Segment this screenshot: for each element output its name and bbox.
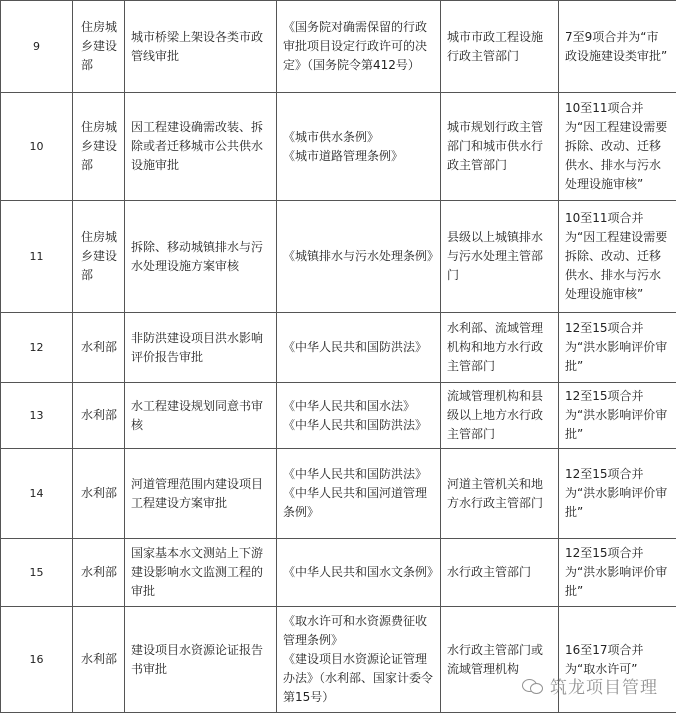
note-cell: 16至17项合并为“取水许可”: [559, 607, 676, 713]
table-row: [1, 449, 676, 539]
legal-basis-cell: [277, 449, 441, 539]
row-number: 16: [1, 607, 73, 713]
legal-basis-entry: 《中华人民共和国水法》: [283, 397, 434, 416]
authority-cell: 河道主管机关和地方水行政主管部门: [441, 449, 559, 539]
department-cell: 水利部: [73, 539, 125, 607]
authority-cell: 县级以上城镇排水与污水处理主管部门: [441, 201, 559, 313]
note-cell: 12至15项合并为“洪水影响评价审批”: [559, 383, 676, 449]
authority-cell: 水行政主管部门或流域管理机构: [441, 607, 559, 713]
department-cell: 水利部: [73, 313, 125, 383]
row-number: 12: [1, 313, 73, 383]
authority-cell: 城市市政工程设施行政主管部门: [441, 1, 559, 93]
note-cell: 12至15项合并为“洪水影响评价审批”: [559, 313, 676, 383]
legal-basis-entry: 《中华人民共和国防洪法》: [283, 416, 434, 435]
row-number: 14: [1, 449, 73, 539]
table-row: [1, 383, 676, 449]
approval-item-cell: 拆除、移动城镇排水与污水处理设施方案审核: [125, 201, 277, 313]
row-number: 9: [1, 1, 73, 93]
legal-basis-cell: [277, 201, 441, 313]
row-number: 13: [1, 383, 73, 449]
row-number: 11: [1, 201, 73, 313]
legal-basis-cell: [277, 607, 441, 713]
legal-basis-entry: 《中华人民共和国水文条例》: [283, 563, 434, 582]
department-cell: 水利部: [73, 383, 125, 449]
note-cell: 10至11项合并为“因工程建设需要拆除、改动、迁移供水、排水与污水处理设施审核”: [559, 93, 676, 201]
legal-basis-cell: [277, 383, 441, 449]
legal-basis-entry: 《城镇排水与污水处理条例》: [283, 247, 434, 266]
department-cell: 住房城乡建设部: [73, 93, 125, 201]
legal-basis-entry: 《中华人民共和国防洪法》: [283, 338, 434, 357]
table-row: [1, 93, 676, 201]
note-cell: 10至11项合并为“因工程建设需要拆除、改动、迁移供水、排水与污水处理设施审核”: [559, 201, 676, 313]
note-cell: 12至15项合并为“洪水影响评价审批”: [559, 449, 676, 539]
row-number: 15: [1, 539, 73, 607]
table-row: [1, 607, 676, 713]
legal-basis-entry: 《国务院对确需保留的行政审批项目设定行政许可的决定》（国务院令第412号）: [283, 18, 434, 75]
row-number: 10: [1, 93, 73, 201]
approval-item-cell: 非防洪建设项目洪水影响评价报告审批: [125, 313, 277, 383]
legal-basis-entry: 《建设项目水资源论证管理办法》（水利部、国家计委令第15号）: [283, 650, 434, 707]
legal-basis-cell: [277, 1, 441, 93]
table-row: [1, 1, 676, 93]
department-cell: 住房城乡建设部: [73, 1, 125, 93]
note-cell: 7至9项合并为“市政设施建设类审批”: [559, 1, 676, 93]
department-cell: 水利部: [73, 607, 125, 713]
authority-cell: 城市规划行政主管部门和城市供水行政主管部门: [441, 93, 559, 201]
department-cell: 住房城乡建设部: [73, 201, 125, 313]
table-row: [1, 313, 676, 383]
authority-cell: 水利部、流域管理机构和地方水行政主管部门: [441, 313, 559, 383]
approval-item-cell: 河道管理范围内建设项目工程建设方案审批: [125, 449, 277, 539]
approval-item-cell: 因工程建设确需改装、拆除或者迁移城市公共供水设施审批: [125, 93, 277, 201]
legal-basis-cell: [277, 93, 441, 201]
legal-basis-entry: 《取水许可和水资源费征收管理条例》: [283, 612, 434, 650]
approval-item-cell: 建设项目水资源论证报告书审批: [125, 607, 277, 713]
authority-cell: 水行政主管部门: [441, 539, 559, 607]
approval-item-cell: 水工程建设规划同意书审核: [125, 383, 277, 449]
legal-basis-cell: [277, 539, 441, 607]
legal-basis-entry: 《城市道路管理条例》: [283, 147, 434, 166]
department-cell: 水利部: [73, 449, 125, 539]
approval-item-cell: 城市桥梁上架设各类市政管线审批: [125, 1, 277, 93]
approval-item-cell: 国家基本水文测站上下游建设影响水文监测工程的审批: [125, 539, 277, 607]
table-row: [1, 539, 676, 607]
authority-cell: 流域管理机构和县级以上地方水行政主管部门: [441, 383, 559, 449]
legal-basis-cell: [277, 313, 441, 383]
note-cell: 12至15项合并为“洪水影响评价审批”: [559, 539, 676, 607]
table-row: [1, 201, 676, 313]
legal-basis-entry: 《中华人民共和国防洪法》: [283, 465, 434, 484]
legal-basis-entry: 《中华人民共和国河道管理条例》: [283, 484, 434, 522]
legal-basis-entry: 《城市供水条例》: [283, 128, 434, 147]
watermark-text: 筑龙项目管理: [550, 673, 658, 698]
